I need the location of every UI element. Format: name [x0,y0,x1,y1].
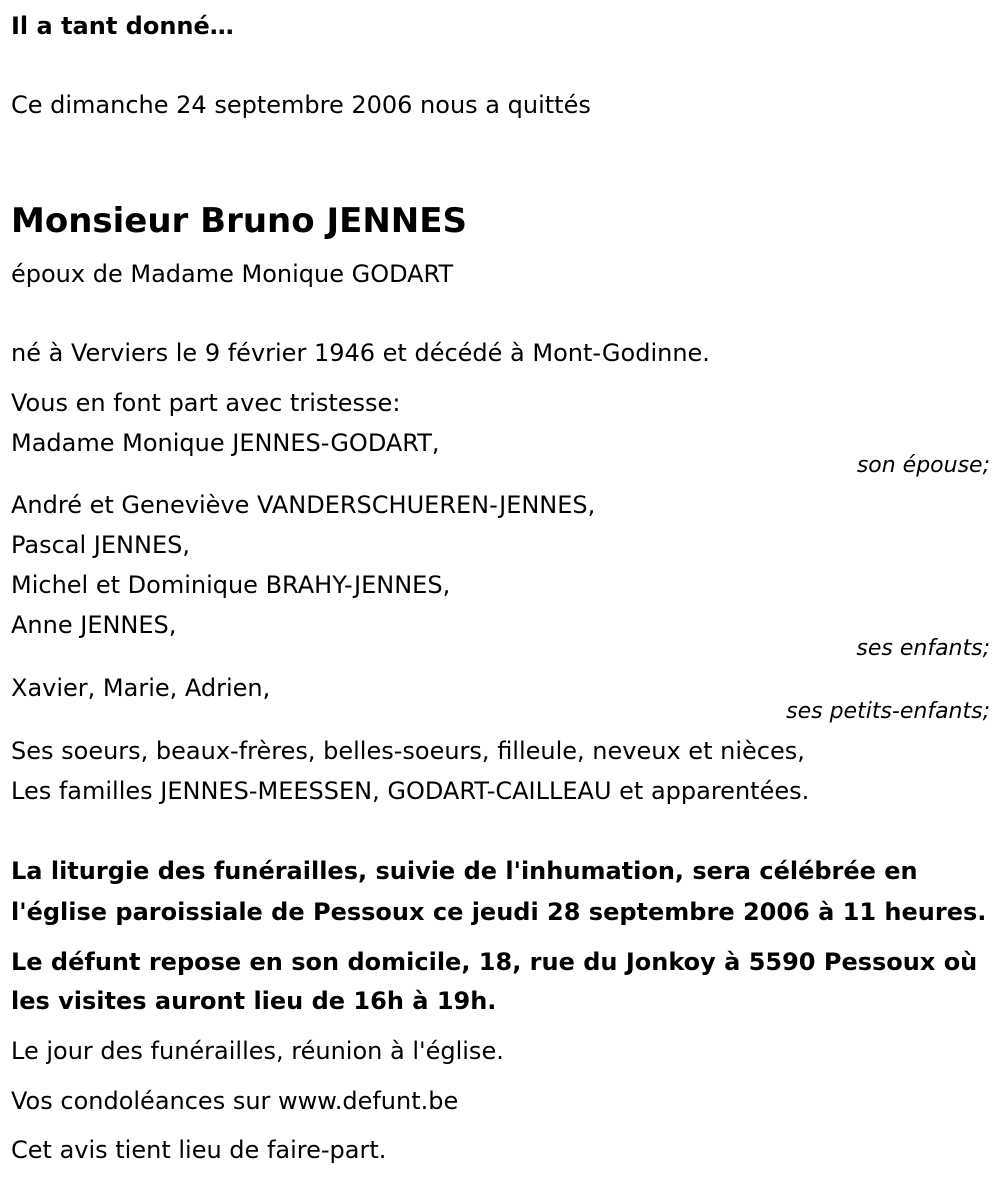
relatives-line: Ses soeurs, beaux-frères, belles-soeurs, filleule, neveux et nièces, [11,737,805,765]
grandchildren-names: Xavier, Marie, Adrien, [11,674,271,702]
child-line: André et Geneviève VANDERSCHUEREN-JENNES, [11,491,596,519]
spouse-name: Madame Monique JENNES-GODART, [11,429,440,457]
child-line: Anne JENNES, [11,611,177,639]
grandchildren-role: ses petits-enfants; [786,699,990,724]
spouse-role: son épouse; [856,453,990,478]
announcement-line: Ce dimanche 24 septembre 2006 nous a quittés [11,91,591,119]
condolences-line: Vos condoléances sur www.defunt.be [11,1087,459,1115]
funeral-day-line: Le jour des funérailles, réunion à l'église. [11,1037,504,1065]
closing-line: Cet avis tient lieu de faire-part. [11,1136,387,1164]
repose-line: Le défunt repose en son domicile, 18, rue du Jonkoy à 5590 Pessoux où [11,948,978,976]
children-role: ses enfants; [856,636,990,661]
repose-line: les visites auront lieu de 16h à 19h. [11,987,497,1015]
notice-header: Il a tant donné… [11,12,234,40]
deceased-name: Monsieur Bruno JENNES [11,201,467,241]
child-line: Pascal JENNES, [11,531,190,559]
intro-line: Vous en font part avec tristesse: [11,389,401,417]
families-line: Les familles JENNES-MEESSEN, GODART-CAILLEAU et apparentées. [11,777,810,805]
liturgy-line: La liturgie des funérailles, suivie de l'inhumation, sera célébrée en [11,857,918,885]
spouse-line: époux de Madame Monique GODART [11,260,454,288]
child-line: Michel et Dominique BRAHY-JENNES, [11,571,451,599]
birth-death-line: né à Verviers le 9 février 1946 et décédé à Mont-Godinne. [11,339,710,367]
liturgy-line: l'église paroissiale de Pessoux ce jeudi 28 septembre 2006 à 11 heures. [11,898,987,926]
